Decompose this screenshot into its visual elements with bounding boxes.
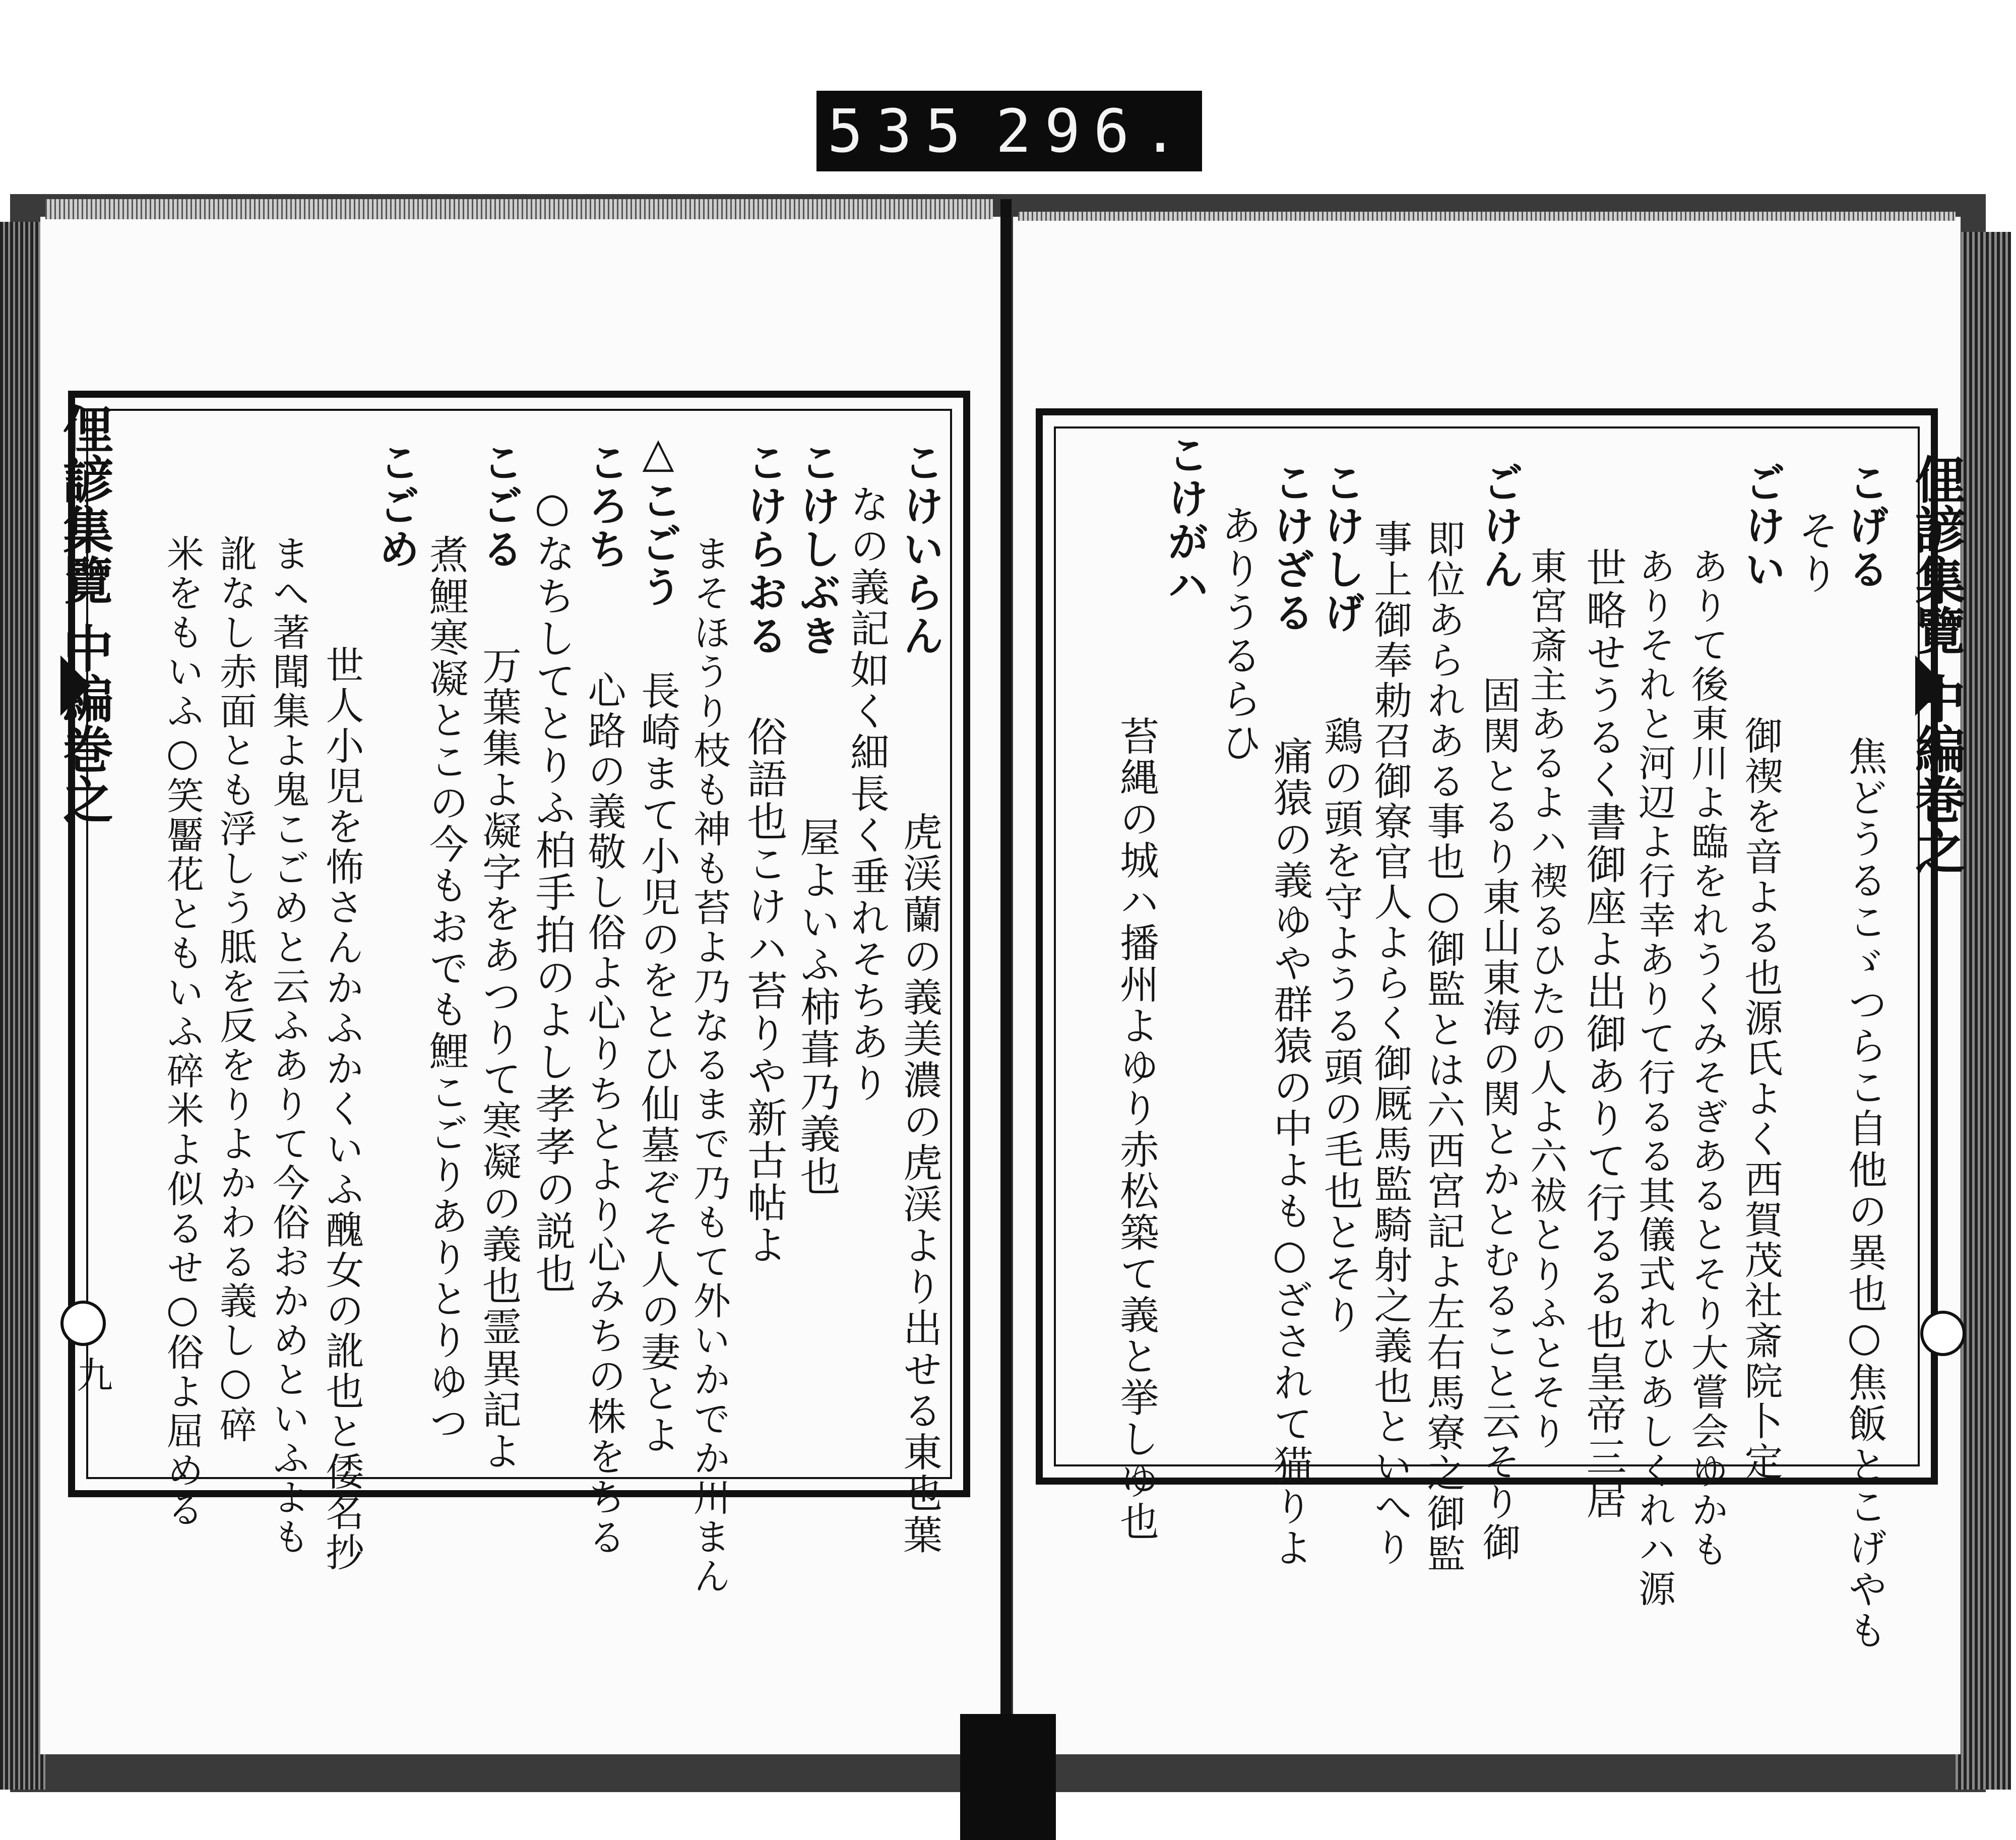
entry-text-gokei-2: ありて後東川よ臨をれうくみそぎあるとそり大嘗会ゆかも xyxy=(1685,547,1729,1569)
entry-heading-kokeiran: こけいらん xyxy=(896,441,944,658)
entry-text-gokei-4: 世略せうるく書御座よ出御ありて行るる也皇帝三居 xyxy=(1580,547,1626,1521)
entry-heading-kokeraoru: こけらおる xyxy=(740,441,788,658)
entry-text-kokezaru: 痛猿の義ゆや群猿の中よも○ざされて猫りよ xyxy=(1267,736,1312,1569)
entry-text-kogoru-1: 万葉集よ凝字をあつりて寒凝の義也霊異記よ xyxy=(476,645,521,1472)
gutter-shadow xyxy=(960,1714,1056,1840)
entry-text-kokeiran-2: なの義記如く細長く垂れそちあり xyxy=(844,484,889,1104)
frame-number-right: 296. xyxy=(995,96,1191,166)
entry-text-kogome-2: まへ著聞集よ鬼こごめと云ふありて今俗おかめといふよも xyxy=(267,534,310,1557)
entry-text-kokoro-3: ○なちしてとりふ柏手拍のよし孝孝の説也 xyxy=(529,484,576,1295)
entry-heading-kogoru: こごる xyxy=(475,441,524,571)
entry-heading-kogeru: こげる xyxy=(1841,461,1889,591)
left-page-edge xyxy=(0,222,45,1790)
left-hashira-marker xyxy=(60,655,91,716)
entry-text-kokeraoru-2: まそほうり枝も神も苔よ乃なるまで乃もて外いかでか川まん xyxy=(687,534,731,1596)
entry-note-soori: そり xyxy=(1791,509,1839,596)
frame-counter xyxy=(816,91,1202,171)
entry-text-kokeshige: 鶏の頭を守ようる頭の毛也とそり xyxy=(1317,716,1363,1336)
entry-text-kokoro-1: 長崎まて小児のをとひ仙墓ぞそ人の妻とよ xyxy=(635,670,680,1456)
entry-text-kokeraoru-1: 俗語也こけハ苔りや新古帖よ xyxy=(740,716,787,1266)
entry-text-goken-3: 事上御奉勅召御寮官人よらく御厩馬監騎射之義也といへり xyxy=(1368,519,1413,1568)
entry-heading-kogome: こごめ xyxy=(372,441,420,571)
entry-text-kogoru-2: 煮鯉寒凝とこの今もおでも鯉こごりありとりゆつ xyxy=(423,534,468,1444)
entry-heading-kokeshige: こけしげ xyxy=(1317,461,1365,635)
left-page-hashira: 俚諺集覽 中編巻之 xyxy=(54,403,114,824)
entry-heading-kogou: △こごう xyxy=(634,428,682,609)
entry-text-kokeiran-1: 虎渓蘭の義美濃の虎渓より出せる東也葉 xyxy=(897,812,942,1556)
entry-heading-kokegawa: こけがハ xyxy=(1161,434,1209,607)
entry-text-kogome-1: 世人小児を怖さんかふかくいふ醜女の訛也と倭名抄 xyxy=(320,645,364,1573)
entry-heading-goken: ごけん xyxy=(1476,461,1524,591)
entry-heading-kokoro: ころち xyxy=(581,441,629,571)
entry-text-kogeru: 焦どうるこゞつらこ自他の異也○焦飯とこげやも xyxy=(1842,736,1887,1651)
entry-text-kogome-3: 訛なし赤面とも浮しう胝を反をりよかわる義し○碎 xyxy=(214,534,257,1445)
book-gutter xyxy=(1000,199,1012,1792)
right-binding-hole xyxy=(1920,1311,1966,1356)
left-page-folio: 九 xyxy=(71,1356,113,1392)
entry-text-kokoro-2: 心路の義敬し俗よ心りちとより心みちの株をちる xyxy=(582,670,626,1558)
entry-heading-gokei: ごけい xyxy=(1738,461,1786,591)
entry-text-gokei-3: ありそれと河辺よ行幸ありて行るる其儀式れひあしくれハ源 xyxy=(1632,547,1676,1609)
left-binding-hole xyxy=(60,1301,106,1346)
entry-text-kokezaru-cont: ありうるらひ xyxy=(1214,504,1262,764)
entry-text-goken-1: 固関とるり東山東海の関とかとむること云そり御 xyxy=(1476,676,1521,1563)
entry-text-gokei-5: 東宮斎主あるよハ禊るひたの人よ六祓とりふとそり xyxy=(1524,547,1567,1451)
entry-heading-kokezaru: こけざる xyxy=(1267,461,1315,635)
right-hashira-marker xyxy=(1915,655,1945,716)
entry-heading-kokeshibuki: こけしぶき xyxy=(793,441,841,658)
frame-number-left: 535 xyxy=(827,96,974,166)
entry-text-kokegawa: 苔縄の城ハ播州よゆり赤松築て義と挙しゆ也 xyxy=(1113,716,1159,1543)
entry-text-goken-2: 即位あられある事也○御監とは六西宮記よ左右馬寮之御監 xyxy=(1421,519,1466,1574)
top-edge-shadow-right xyxy=(1018,212,1956,221)
top-edge-shadow xyxy=(45,199,993,219)
right-page-hashira: 俚諺集覽 中編巻之 xyxy=(1907,454,1966,875)
entry-text-kokeshibuki: 屋よいふ柿葺乃義也 xyxy=(793,817,840,1198)
entry-text-kogome-4: 米をもいふ○笑靨花ともいふ碎米よ似るせ○俗よ屈める xyxy=(161,534,204,1529)
entry-text-gokei-1: 御禊を音よる也源氏よく西賀茂社斎院卜定 xyxy=(1738,716,1783,1482)
